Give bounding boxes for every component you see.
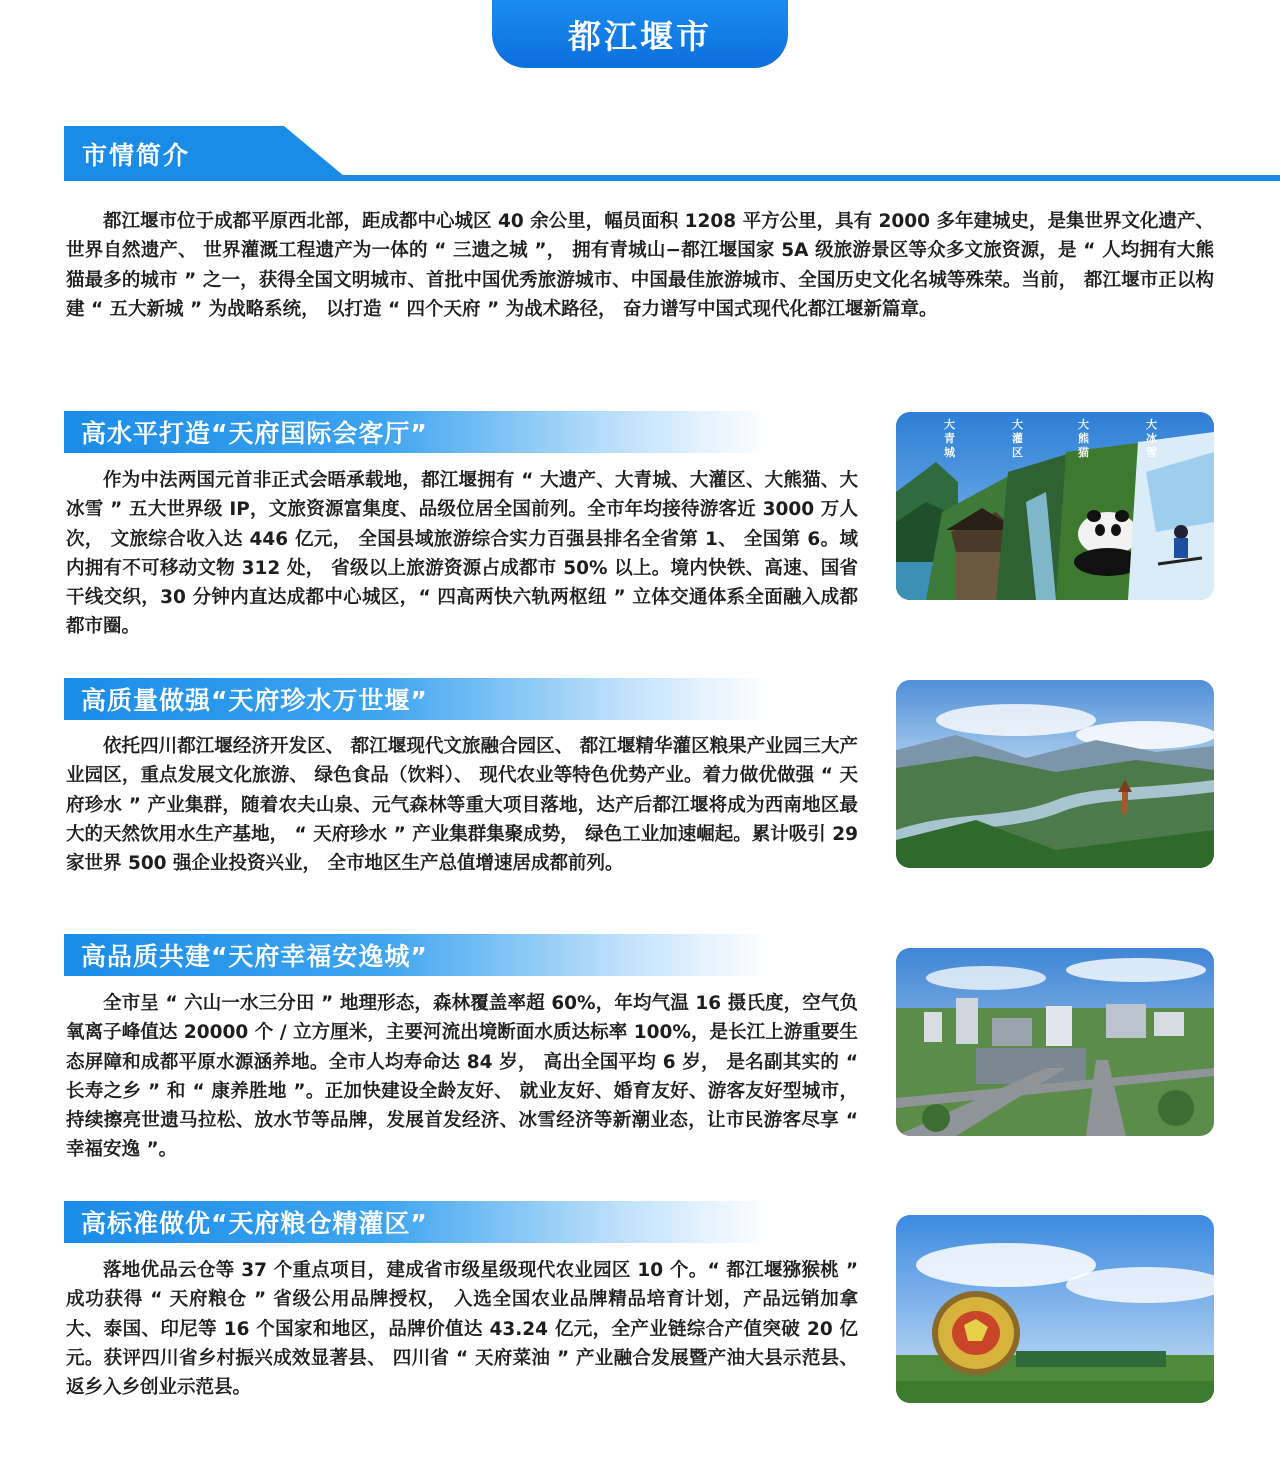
photo-city-aerial	[896, 948, 1214, 1136]
svg-text:熊: 熊	[1078, 432, 1089, 445]
intro-header	[64, 126, 1280, 181]
section-heading-granary: 高标准做优“天府粮仓精灌区”	[64, 1201, 768, 1243]
photo-river-valley	[896, 680, 1214, 868]
section-heading-water: 高质量做强“天府珍水万世堰”	[64, 678, 768, 720]
page-title: 都江堰市	[568, 16, 712, 56]
svg-text:雪: 雪	[1146, 446, 1157, 459]
header-slant	[284, 126, 350, 181]
section-text-granary: 落地优品云仓等 37 个重点项目，建成省市级星级现代农业园区 10 个。“ 都江堰猕猴桃 ” 成功获得 “ 天府粮仓 ” 省级公用品牌授权， 入选全国农业品牌精品培育计划，产品远销加拿大、泰国、印尼等 16 个国家和地区，品牌价值达 43.24 亿元，全产业链综合产值突破 20 亿元。获评四川省乡村振兴成效显著县、 四川省 “ 天府菜油 ” 产业融合发展暨产油大县示范县、返乡入乡创业示范县。	[66, 1260, 858, 1399]
section-text-happy-city: 全市呈 “ 六山一水三分田 ” 地理形态，森林覆盖率超 60%，年均气温 16 摄氏度，空气负氧离子峰值达 20000 个 / 立方厘米，主要河流出境断面水质达标率 100%，是长江上游重要生态屏障和成都平原水源涵养地。全市人均寿命达 84 岁， 高出全国平均 6 岁， 是名副其实的 “ 长寿之乡 ” 和 “ 康养胜地 ”。正加快建设全龄友好、 就业友好、婚育友好、游客友好型城市，持续擦亮世遗马拉松、放水节等品牌，发展首发经济、冰雪经济等新潮业态，让市民游客尽享 “ 幸福安逸 ”。	[66, 993, 858, 1161]
photo-kiwi-monument	[896, 1215, 1214, 1403]
svg-text:大: 大	[1146, 418, 1157, 431]
intro-heading: 市情简介	[64, 126, 284, 181]
svg-text:区: 区	[1012, 446, 1023, 459]
svg-text:青: 青	[944, 432, 955, 445]
section-text-water: 依托四川都江堰经济开发区、 都江堰现代文旅融合园区、 都江堰精华灌区粮果产业园三大产业园区，重点发展文化旅游、 绿色食品（饮料）、 现代农业等特色优势产业。着力做优做强 “ 天府珍水 ” 产业集群，随着农夫山泉、元气森林等重大项目落地，达产后都江堰将成为西南地区最大的天然饮用水生产基地， “ 天府珍水 ” 产业集群集聚成势， 绿色工业加速崛起。累计吸引 29 家世界 500 强企业投资兴业， 全市地区生产总值增速居成都前列。	[66, 736, 858, 875]
svg-text:灌: 灌	[1012, 432, 1023, 445]
photo-four-ip-collage	[896, 412, 1214, 600]
page-title-tab	[492, 0, 788, 68]
svg-text:大: 大	[1078, 418, 1089, 431]
svg-text:大: 大	[1012, 418, 1023, 431]
svg-text:猫: 猫	[1078, 446, 1089, 459]
collage-label-qingcheng: 大	[944, 418, 955, 431]
svg-text:城: 城	[944, 446, 955, 459]
section-text-reception-hall: 作为中法两国元首非正式会晤承载地，都江堰拥有 “ 大遗产、大青城、大灌区、大熊猫、大冰雪 ” 五大世界级 IP，文旅资源富集度、品级位居全国前列。全市年均接待游客近 3000 万人次， 文旅综合收入达 446 亿元， 全国县域旅游综合实力百强县排名全省第 1、 全国第 6。域内拥有不可移动文物 312 处， 省级以上旅游资源占成都市 50% 以上。境内快铁、高速、国省干线交织，30 分钟内直达成都中心城区，“ 四高两快六轨两枢纽 ” 立体交通体系全面融入成都都市圈。	[66, 470, 858, 638]
intro-text: 都江堰市位于成都平原西北部，距成都中心城区 40 余公里，幅员面积 1208 平方公里，具有 2000 多年建城史，是集世界文化遗产、 世界自然遗产、 世界灌溉工程遗产为一体的 “ 三遗之城 ”， 拥有青城山−都江堰国家 5A 级旅游景区等众多文旅资源，是 “ 人均拥有大熊猫最多的城市 ” 之一，获得全国文明城市、首批中国优秀旅游城市、中国最佳旅游城市、全国历史文化名城等殊荣。当前， 都江堰市正以构建 “ 五大新城 ” 为战略系统， 以打造 “ 四个天府 ” 为战术路径， 奋力谱写中国式现代化都江堰新篇章。	[66, 211, 1214, 320]
section-heading-happy-city: 高品质共建“天府幸福安逸城”	[64, 934, 768, 976]
section-heading-reception-hall: 高水平打造“天府国际会客厅”	[64, 411, 768, 453]
svg-text:冰: 冰	[1146, 432, 1157, 445]
